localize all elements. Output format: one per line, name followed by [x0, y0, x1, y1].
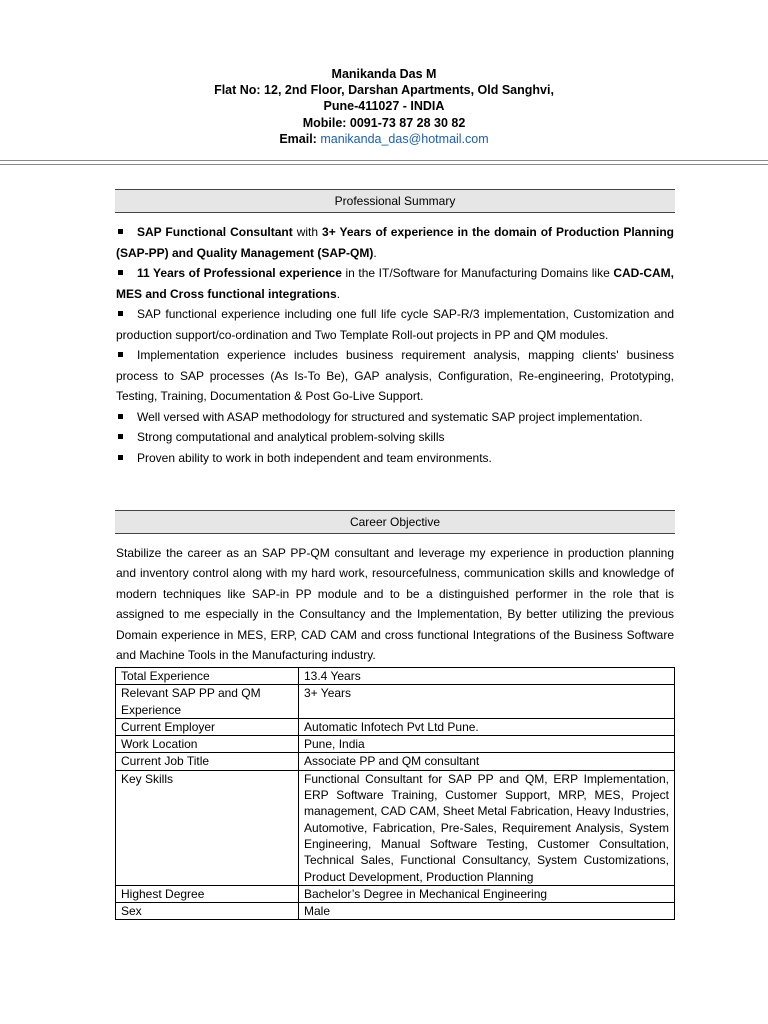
summary-run: Implementation experience includes business requirement analysis, mapping clients' business process to SAP processes (As Is-To Be), GAP analysis, Configuration, Re-engineering, Prototyping, Testing, Training, Documentation & Post Go-Live Support. — [116, 348, 674, 403]
summary-run: Well versed with ASAP methodology for structured and systematic SAP project implementation. — [137, 409, 643, 424]
bullet-square-icon — [118, 434, 123, 439]
header-divider-top — [0, 160, 768, 161]
summary-run: with — [292, 225, 323, 239]
summary-item — [116, 263, 674, 304]
summary-bold-run: 3+ Years of experience in the domain of Production Planning (SAP-PP) and Quality Management (SAP-QM) — [116, 225, 674, 260]
header-divider-bottom — [0, 164, 768, 165]
summary-bold-run: SAP Functional Consultant — [137, 225, 293, 239]
summary-run: . — [373, 245, 377, 260]
detail-label: Highest Degree — [116, 885, 299, 902]
summary-text — [137, 430, 445, 444]
detail-label: Relevant SAP PP and QM Experience — [116, 685, 299, 719]
summary-run: Proven ability to work in both independent and team environments. — [137, 450, 492, 465]
section-heading-objective: Career Objective — [115, 510, 675, 534]
bullet-square-icon — [118, 229, 123, 234]
detail-value: Associate PP and QM consultant — [299, 753, 675, 770]
detail-value: Automatic Infotech Pvt Ltd Pune. — [299, 718, 675, 735]
career-objective-text: Stabilize the career as an SAP PP-QM consultant and leverage my experience in production planning and inventory control along with my hard work, resourcefulness, communication skills and knowledge of modern techniques like SAP-in PP module and to be a distinguished performer in the role that is assigned to me especially in the Consultancy and the Implementation, By better utilizing the previous Domain experience in MES, ERP, CAD CAM and cross functional Integrations of the Business Software and Machine Tools in the Manufacturing industry. — [116, 546, 674, 663]
table-row — [116, 718, 675, 735]
summary-item — [116, 407, 674, 428]
summary-text — [116, 307, 674, 342]
email-line — [0, 131, 768, 147]
summary-bold-run: 11 Years of Professional experience — [137, 266, 342, 280]
summary-list — [116, 222, 674, 468]
candidate-details-table — [115, 667, 675, 920]
summary-item — [116, 427, 674, 448]
detail-label: Key Skills — [116, 770, 299, 885]
address-line-1: Flat No: 12, 2nd Floor, Darshan Apartments, Old Sanghvi, — [214, 83, 554, 98]
summary-text — [137, 410, 643, 424]
bullet-square-icon — [118, 352, 123, 357]
summary-text — [137, 451, 492, 465]
candidate-name: Manikanda Das M — [331, 67, 437, 81]
table-row — [116, 770, 675, 885]
email-label: Email: — [279, 131, 317, 146]
detail-value: Pune, India — [299, 736, 675, 753]
table-row — [116, 668, 675, 685]
detail-value: 13.4 Years — [299, 668, 675, 685]
bullet-square-icon — [118, 311, 123, 316]
summary-item — [116, 222, 674, 263]
detail-label: Current Job Title — [116, 753, 299, 770]
mobile-number: Mobile: 0091-73 87 28 30 82 — [302, 115, 466, 130]
bullet-square-icon — [118, 455, 123, 460]
email-link[interactable]: manikanda_das@hotmail.com — [320, 131, 489, 146]
summary-run: in the IT/Software for Manufacturing Domains like — [341, 266, 614, 280]
detail-value: 3+ Years — [299, 685, 675, 719]
summary-run: Strong computational and analytical problem-solving skills — [137, 430, 445, 444]
table-row — [116, 736, 675, 753]
detail-label: Current Employer — [116, 718, 299, 735]
summary-item — [116, 448, 674, 469]
table-row — [116, 753, 675, 770]
summary-text — [116, 348, 674, 403]
table-row — [116, 685, 675, 719]
detail-value: Male — [299, 903, 675, 920]
summary-text — [116, 225, 674, 260]
detail-value: Bachelor’s Degree in Mechanical Engineering — [299, 885, 675, 902]
table-row — [116, 885, 675, 902]
summary-run: SAP functional experience including one full life cycle SAP-R/3 implementation, Customization and production support/co-ordination and Two Template Roll-out projects in PP and QM modules. — [116, 307, 674, 342]
summary-item — [116, 345, 674, 407]
bullet-square-icon — [118, 270, 123, 275]
summary-run: . — [336, 286, 341, 301]
detail-value: Functional Consultant for SAP PP and QM, ERP Implementation, ERP Software Training, Customer Support, MRP, MES, Project management, CAD CAM, Sheet Metal Fabrication, Heavy Industries, Automotive, Fabrication, Pre-Sales, Requirement Analysis, System Engineering, Manual Software Testing, Customer Consultation, Technical Sales, Functional Consultancy, System Customizations, Product Development, Production Planning — [299, 770, 675, 885]
section-heading-summary: Professional Summary — [115, 189, 675, 213]
summary-bold-run: CAD-CAM, MES and Cross functional integrations — [116, 266, 674, 301]
summary-item — [116, 304, 674, 345]
summary-text — [116, 266, 674, 301]
detail-label: Work Location — [116, 736, 299, 753]
resume-header — [0, 66, 768, 147]
detail-label: Sex — [116, 903, 299, 920]
address-line-2: Pune-411027 - INDIA — [323, 99, 445, 114]
detail-label: Total Experience — [116, 668, 299, 685]
table-row — [116, 903, 675, 920]
bullet-square-icon — [118, 414, 123, 419]
